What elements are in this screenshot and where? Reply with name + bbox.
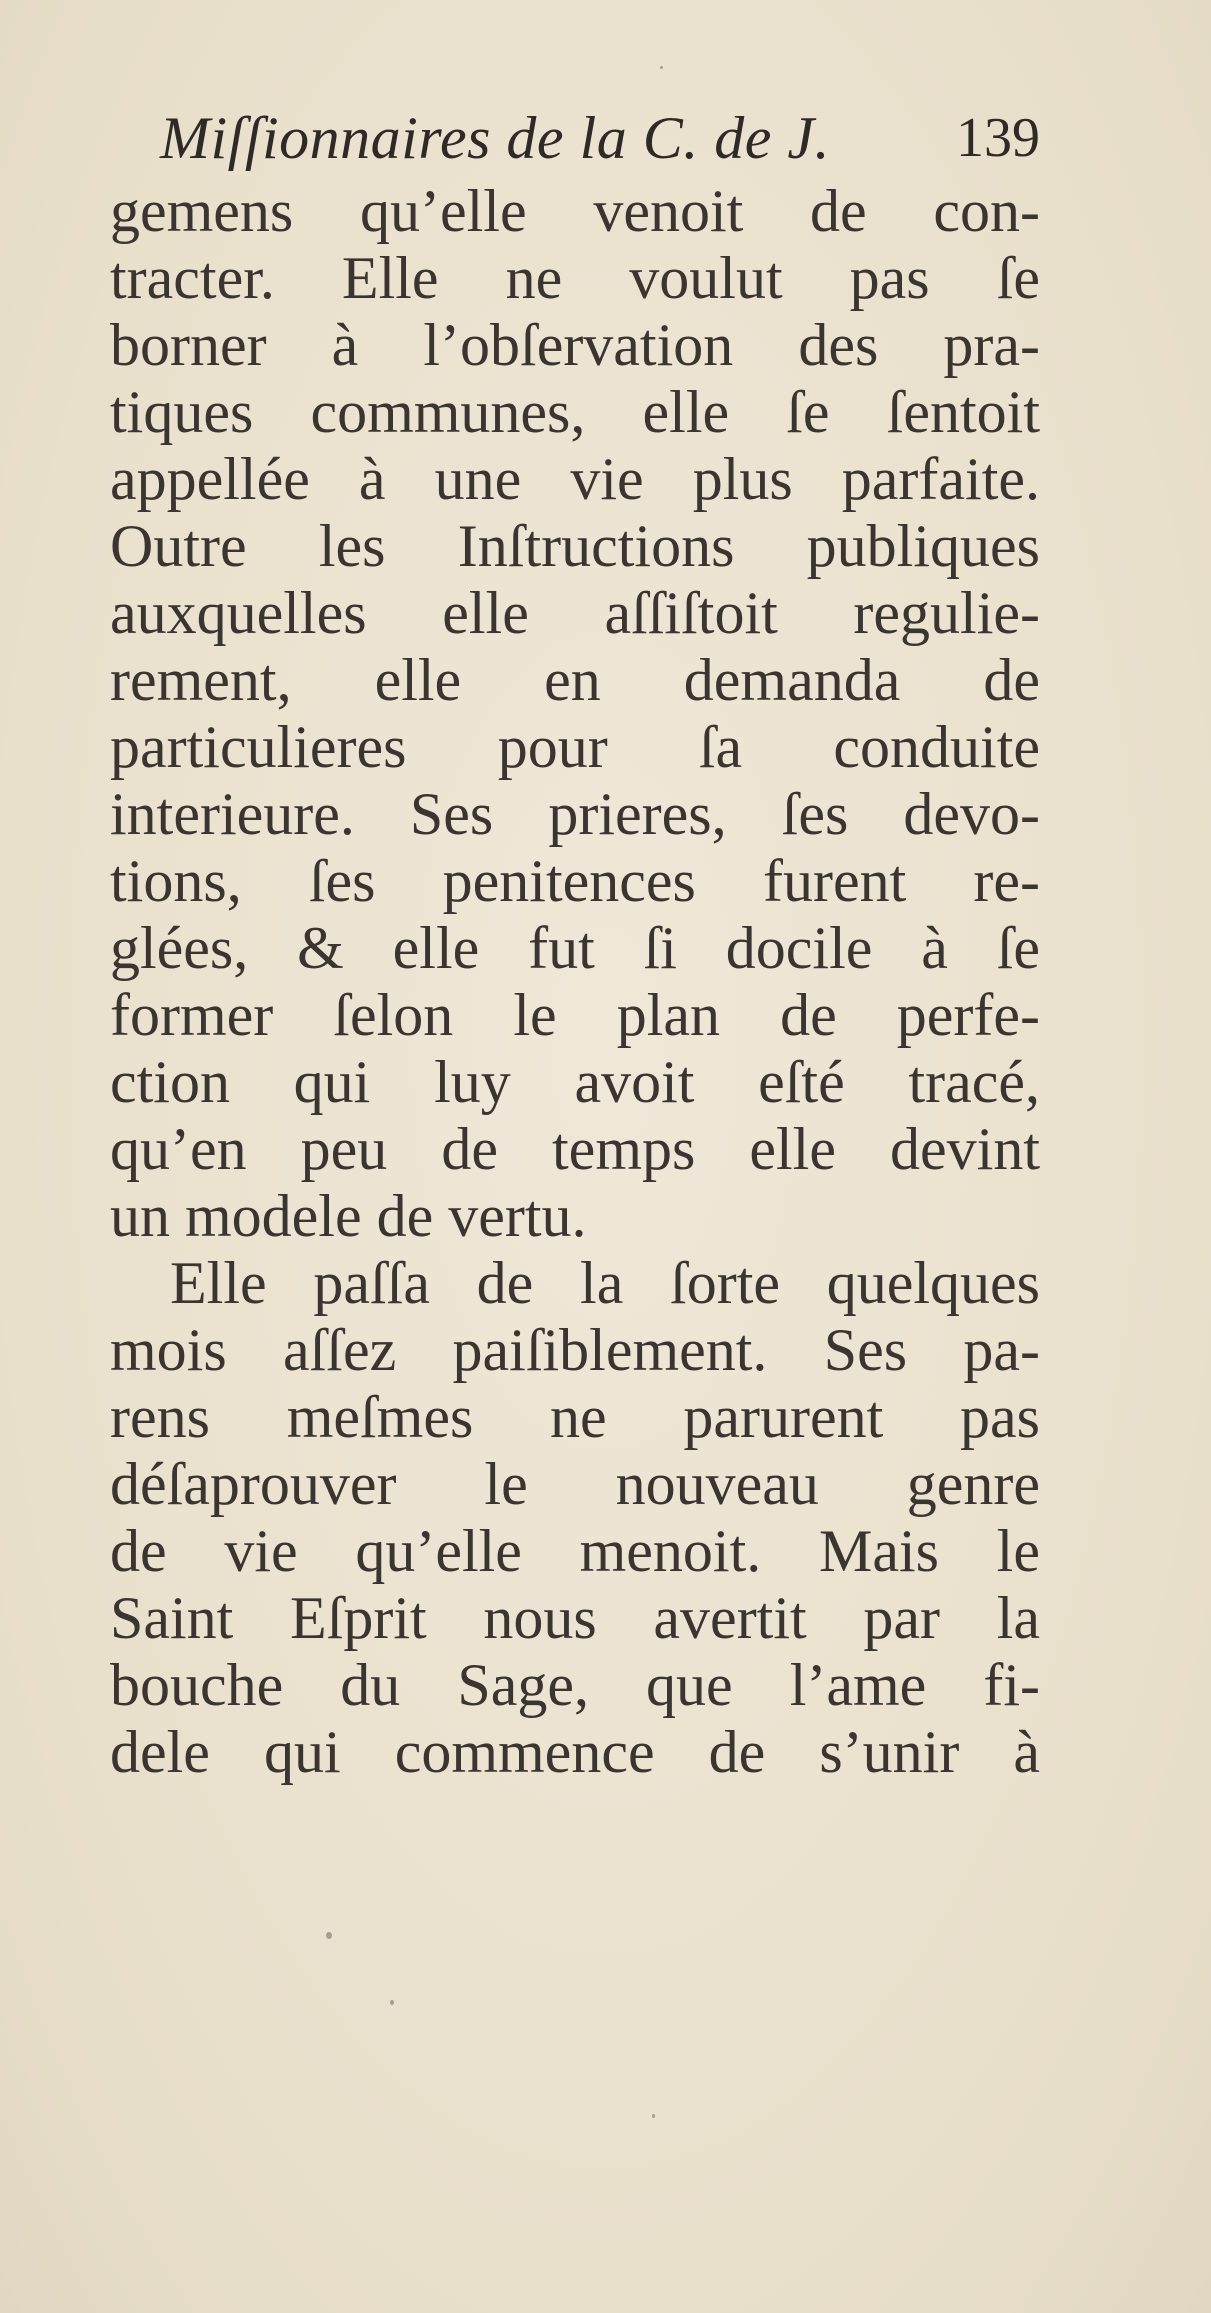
page-number: 139 [956, 107, 1040, 169]
text-line: Saint Eſprit nous avertit par la [110, 1585, 1040, 1651]
text-line: particulieres pour ſa conduite [110, 714, 1040, 780]
body-text [110, 178, 1040, 1786]
text-line: tracter. Elle ne voulut pas ſe [110, 245, 1040, 311]
paper-speck [326, 1932, 332, 1939]
text-line: glées, & elle fut ſi docile à ſe [110, 915, 1040, 981]
paper-speck [652, 2114, 655, 2118]
text-line: mois aſſez paiſiblement. Ses pa- [110, 1317, 1040, 1383]
paper-speck [660, 66, 663, 69]
text-line: appellée à une vie plus parfaite. [110, 446, 1040, 512]
text-line: déſaprouver le nouveau genre [110, 1451, 1040, 1517]
paper-speck [390, 2000, 394, 2005]
text-line: ction qui luy avoit eſté tracé, [110, 1049, 1040, 1115]
text-line: rement, elle en demanda de [110, 647, 1040, 713]
paragraph-2 [110, 1250, 1040, 1786]
text-line: gemens qu’elle venoit de con- [110, 178, 1040, 244]
text-line: interieure. Ses prieres, ſes devo- [110, 781, 1040, 847]
text-line: Outre les Inſtructions publiques [110, 513, 1040, 579]
text-line: auxquelles elle aſſiſtoit regulie- [110, 580, 1040, 646]
text-line: tions, ſes penitences furent re- [110, 848, 1040, 914]
text-line: de vie qu’elle menoit. Mais le [110, 1518, 1040, 1584]
text-line: former ſelon le plan de perfe- [110, 982, 1040, 1048]
text-line: dele qui commence de s’unir à [110, 1719, 1040, 1785]
paragraph-1 [110, 178, 1040, 1250]
text-line: un modele de vertu. [110, 1183, 587, 1249]
text-line: qu’en peu de temps elle devint [110, 1116, 1040, 1182]
page-header [110, 98, 1040, 178]
text-line: bouche du Sage, que l’ame fi- [110, 1652, 1040, 1718]
text-line: tiques communes, elle ſe ſentoit [110, 379, 1040, 445]
text-line: rens meſmes ne parurent pas [110, 1384, 1040, 1450]
running-title: Miſſionnaires de la C. de J. [160, 105, 831, 171]
text-line: borner à l’obſervation des pra- [110, 312, 1040, 378]
text-line: Elle paſſa de la ſorte quelques [170, 1250, 1040, 1316]
